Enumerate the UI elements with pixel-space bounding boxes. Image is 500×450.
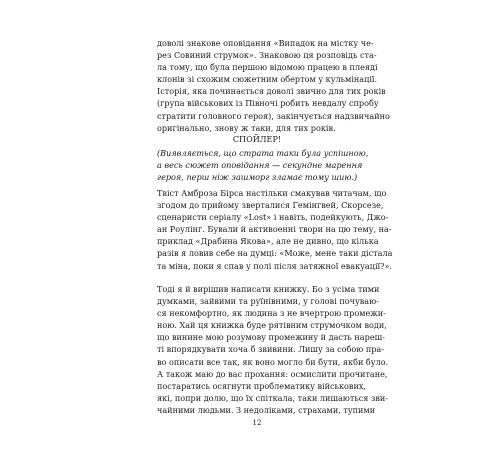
text-line: рез Совиний струмок». Знаковою ця розповідь ста- (157, 50, 377, 61)
text-line: ною. Хай ця книжка буде рятівним струмочком води, (157, 320, 387, 331)
text-line: ан Роулінг. Бували й активоенні твори на цю тему, на- (157, 224, 392, 235)
text-line: приклад «Драбина Якова», але не дивно, що кілька (157, 236, 379, 247)
paragraph-intro (157, 37, 390, 134)
text-line: во описати все так, як воно могло би бути, якби було. (157, 356, 389, 367)
text-line: оригінально, знову ж таки, для тих років. (157, 122, 336, 133)
text-line: та міна, поки я спав у полі після затяжної евакуації?». (157, 260, 392, 271)
spoiler-heading: СПОЙЛЕР! (232, 134, 282, 144)
text-line: що винине мою розумову промежину й дасть нареш- (157, 332, 385, 343)
text-line: ті впорядкувати хоча б звивини. Лишу за собою пра- (157, 344, 384, 355)
text-line: Історія, яка починається доволі звично для тих років (157, 86, 386, 97)
text-line: чайними людьми. З недоліками, страхами, тупими (157, 404, 376, 415)
text-line: стратити головного героя), закінчується надзвичайно (157, 110, 390, 121)
text-line: ла тому, що була першою відомою працею в плеяді (157, 62, 378, 73)
text-line: клонів зі схожим сюжетним обертом у кульмінації. (157, 74, 378, 85)
text-line: (група військових із Півночі робить невдалу спробу (157, 98, 379, 109)
text-line: Тоді я й вирішив написати книжку. Бо з усіма тими (157, 284, 380, 294)
text-line: героя, перш ніж зашморг зламає тому шию.) (157, 172, 358, 183)
text-line: разів я ловив себе на думці: «Може, мене таки дістала (157, 248, 393, 259)
paragraph-twist (157, 187, 393, 272)
spoiler-note (157, 147, 369, 183)
text-line: які, попри долю, що їх спіткала, таки лишаються зви- (157, 392, 389, 403)
text-line: думками, зайвими та руїнівними, у голові почуваю- (157, 296, 379, 307)
paragraph-decision (157, 283, 389, 416)
text-line: ся некомфортно, як людина з не вчертрою промежи- (157, 308, 386, 319)
text-line: Твіст Амброза Бірса настільки смакував читачам, що (157, 188, 387, 198)
text-line: сценаристи серіалу «Lost» і навіть, подейкують, Джо- (157, 212, 389, 223)
text-line: А також маю до вас прохання: осмислити прочитане, (157, 368, 388, 379)
text-line: а весь сюжет оповідання — секундне марення (157, 160, 363, 171)
text-line: постаратись осягнути проблематику військових, (157, 380, 366, 391)
text-line: (Виявляється, що страта таки була успішною, (157, 148, 369, 158)
page-number: 12 (252, 419, 262, 427)
text-line: доволі знакове оповідання «Випадок на містку че- (157, 38, 374, 48)
text-line: згодом до прийому зверталися Гемінгвей, Скорсезе, (157, 200, 384, 211)
